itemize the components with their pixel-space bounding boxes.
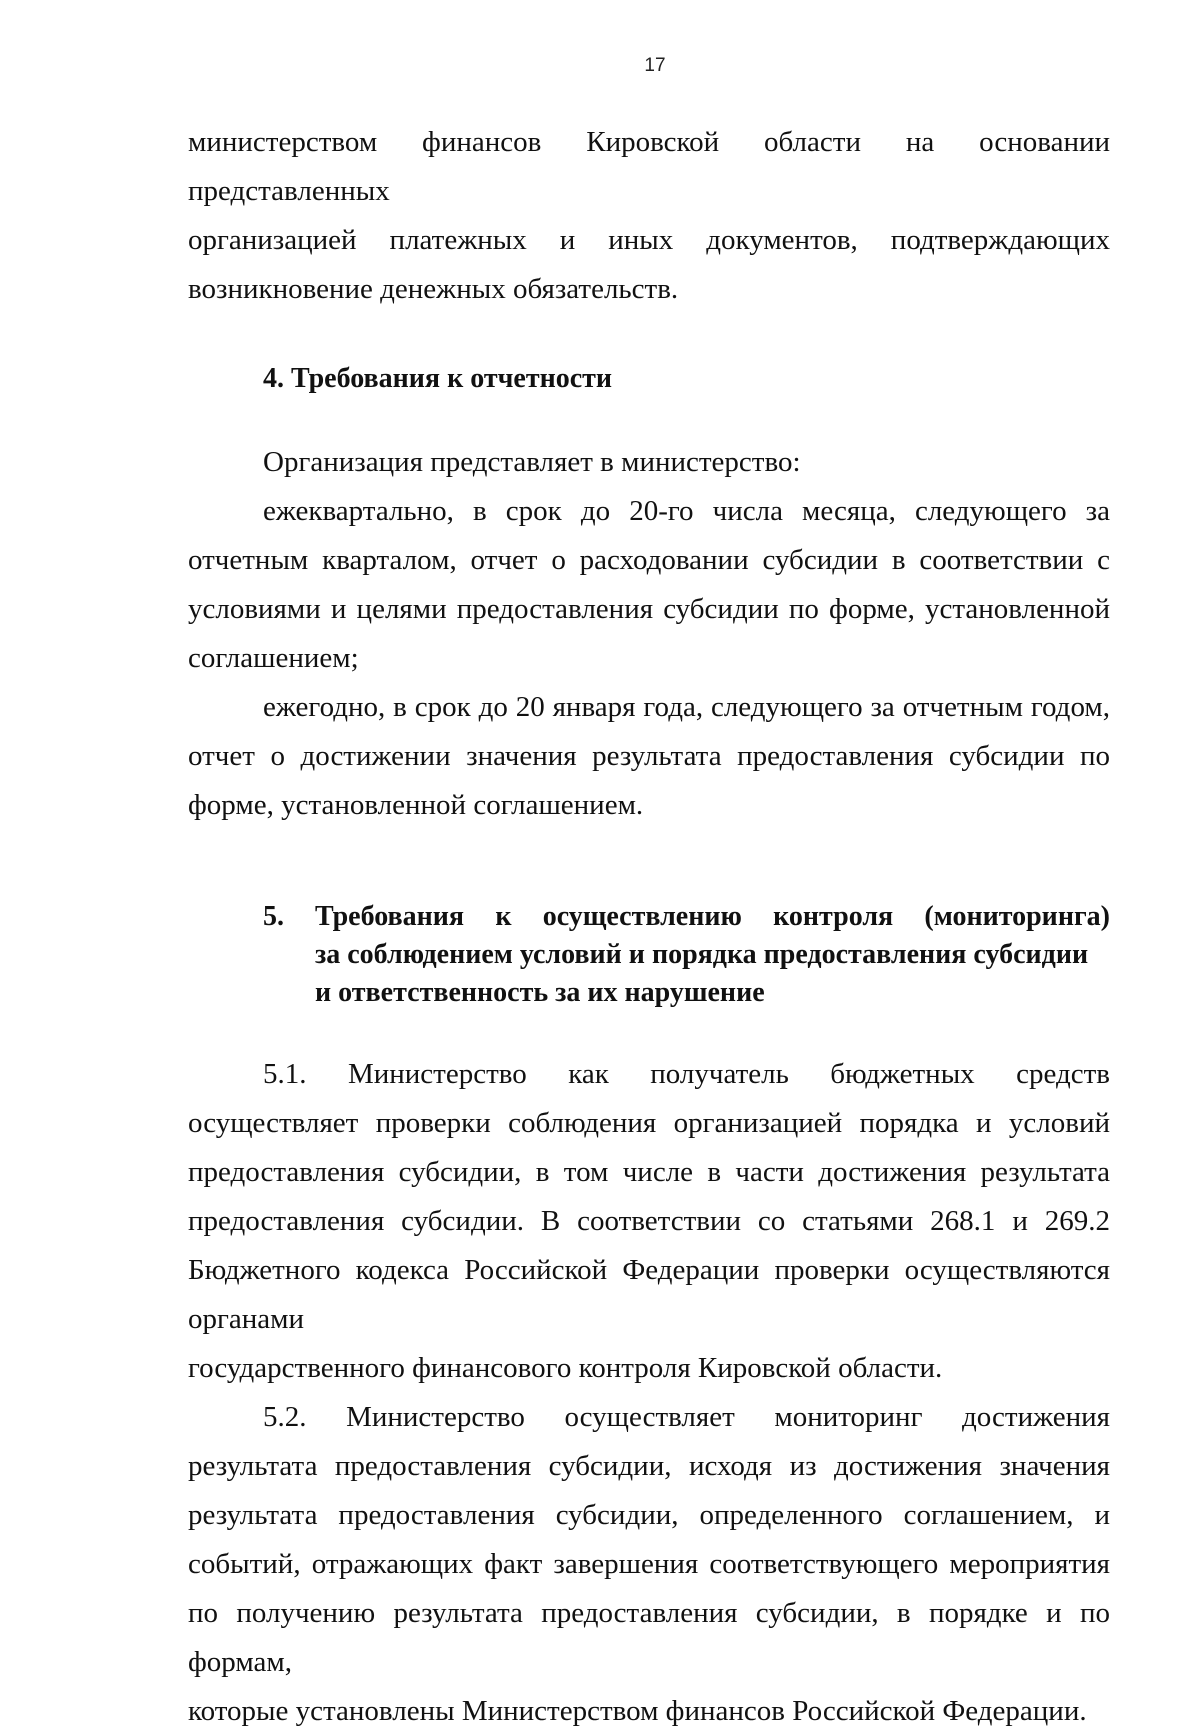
intro-line-1: министерством финансов Кировской области на основании представленных <box>188 126 1110 207</box>
section-5-heading <box>188 898 1110 1012</box>
intro-line-2: организацией платежных и иных документов, подтверждающих <box>188 224 1110 256</box>
section-4-paragraph-2: ежегодно, в срок до 20 января года, следующего за отчетным годом, отчет о достижении значения результата предоставления субсидии по форме, установленной соглашением. <box>188 691 1110 821</box>
section-4-heading: 4. Требования к отчетности <box>263 363 613 394</box>
section-5-body <box>188 1050 1110 1736</box>
section-4-paragraph-1: ежеквартально, в срок до 20-го числа месяца, следующего за отчетным кварталом, отчет о расходовании субсидии в соответствии с условиями и целями предоставления субсидии по форме, установленной соглашением; <box>188 495 1110 674</box>
section-5-heading-line-3: и ответственность за их нарушение <box>315 977 765 1008</box>
section-5-heading-line-2: за соблюдением условий и порядка предоставления субсидии <box>315 939 1089 970</box>
section-5-number: 5. <box>263 901 284 932</box>
page-number: 17 <box>644 55 666 76</box>
section-5-paragraph-2: 5.2. Министерство осуществляет мониторинг достижения результата предоставления субсидии, исходя из достижения значения результата предоставления субсидии, определенного соглашением, и событий, отражающих факт завершения соответствующего мероприятия по получению результата предоставления субсидии, в порядке и по формам, <box>188 1401 1110 1678</box>
section-5-heading-line-1: Требования к осуществлению контроля (мониторинга) <box>315 901 1110 932</box>
section-5-paragraph-2-end: которые установлены Министерством финансов Российской Федерации. <box>188 1695 1087 1727</box>
section-5-paragraph-1-end: государственного финансового контроля Кировской области. <box>188 1352 943 1384</box>
section-5-paragraph-1: 5.1. Министерство как получатель бюджетных средств осуществляет проверки соблюдения организацией порядка и условий предоставления субсидии, в том числе в части достижения результата предоставления субсидии. В соответствии со статьями 268.1 и 269.2 Бюджетного кодекса Российской Федерации проверки осуществляются органами <box>188 1058 1110 1335</box>
intro-line-3: возникновение денежных обязательств. <box>188 273 679 305</box>
section-4-intro: Организация представляет в министерство: <box>263 446 801 478</box>
document-body <box>188 118 1110 1736</box>
section-5-heading-text <box>315 898 1110 1012</box>
